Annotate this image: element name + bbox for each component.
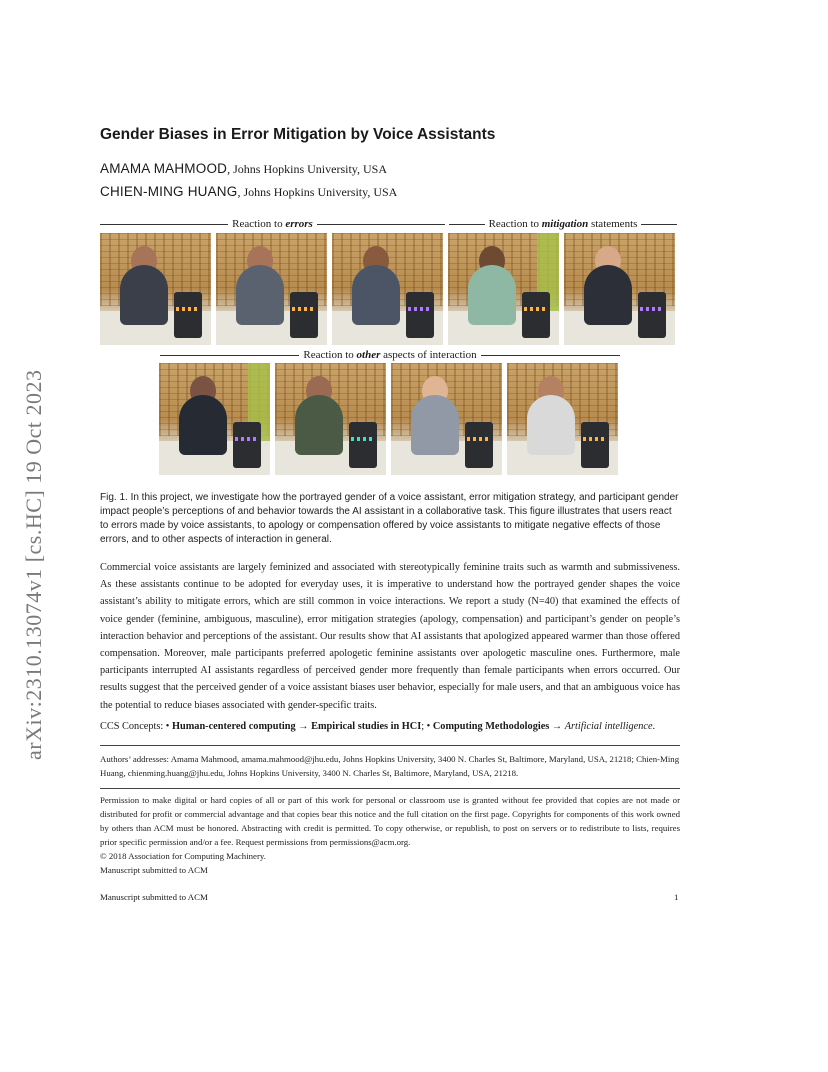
arxiv-identifier: arXiv:2310.13074v1 [cs.HC] 19 Oct 2023 [21, 369, 46, 760]
paper-title: Gender Biases in Error Mitigation by Voice Assistants [100, 126, 496, 143]
label-other [160, 349, 620, 361]
divider [100, 745, 680, 746]
figure-caption: Fig. 1. In this project, we investigate how the portrayed gender of a voice assistant, error mitigation strategy, and participant gender impact people’s perceptions of and behavior towards the AI assistant in a collaborative task. This figure illustrates that users react to errors made by voice assistants, to apology or compensation offered by voice assistants to mitigate negative effects of those errors, and to other aspects of interaction in general. [100, 492, 679, 545]
author-2 [100, 184, 397, 200]
label-mitigation-text: Reaction to mitigation statements [488, 218, 638, 230]
author-affiliation: , Johns Hopkins University, USA [227, 162, 388, 176]
manuscript-note: Manuscript submitted to ACM [100, 865, 208, 875]
figure-row-bottom [159, 363, 618, 475]
participant-photo [332, 233, 443, 345]
participant-photo [448, 233, 559, 345]
author-1 [100, 161, 387, 177]
abstract: Commercial voice assistants are largely feminized and associated with stereotypically feminine traits such as warmth and submissiveness. As these assistants continue to be adopted for everyday uses, it is imperative to understand how the portrayed gender shapes the voice assistant’s ability to mitigate errors, which are still common in voice interactions. We report a study (N=40) that examined the effects of voice gender (feminine, ambiguous, masculine), error mitigation strategies (apology, compensation) and participant’s gender on people’s interaction behavior and perceptions of the assistant. Our results show that AI assistants that apologized appeared warmer than those offered compensation. Moreover, male participants preferred apologetic feminine assistants over apologetic masculine ones. Furthermore, male participants interrupted AI assistants regardless of perceived gender more frequently than female participants when errors occurred. Our results suggest that the perceived gender of a voice assistant biases user behavior, especially for male users, and that an ambiguous voice has the potential to reduce biases associated with gender-specific traits. [100, 562, 680, 711]
participant-photo [275, 363, 386, 475]
figure-row-top [100, 233, 675, 345]
footer-left: Manuscript submitted to ACM [100, 892, 208, 902]
participant-photo [100, 233, 211, 345]
label-mitigation [449, 218, 677, 230]
author-name: CHIEN-MING HUANG [100, 184, 238, 199]
label-errors-text: Reaction to errors [232, 218, 313, 230]
copyright: © 2018 Association for Computing Machinery. [100, 851, 266, 861]
participant-photo [216, 233, 327, 345]
authors-addresses: Authors’ addresses: Amama Mahmood, amama.mahmood@jhu.edu, Johns Hopkins University, 3400 N. Charles St, Baltimore, Maryland, USA, 21218; Chien-Ming Huang, chienming.huang@jhu.edu, Johns Hopkins University, 3400 N. Charles St, Baltimore, Maryland, USA, 21218. [100, 754, 680, 778]
label-other-text: Reaction to other aspects of interaction [303, 349, 477, 361]
participant-photo [507, 363, 618, 475]
author-affiliation: , Johns Hopkins University, USA [237, 185, 398, 199]
divider [100, 788, 680, 789]
permission-notice: Permission to make digital or hard copies of all or part of this work for personal or classroom use is granted without fee provided that copies are not made or distributed for profit or commercial advantage and that copies bear this notice and the full citation on the first page. Copyrights for components of this work owned by others than ACM must be honored. Abstracting with credit is permitted. To copy otherwise, or republish, to post on servers or to redistribute to lists, requires prior specific permission and/or a fee. Request permissions from permissions@acm.org. © 2018 Association for Computing Machinery. Manuscript submitted to ACM [100, 795, 680, 875]
label-errors [100, 218, 445, 230]
participant-photo [391, 363, 502, 475]
participant-photo [159, 363, 270, 475]
author-name: AMAMA MAHMOOD [100, 161, 228, 176]
ccs-concepts: CCS Concepts: • Human-centered computing → Empirical studies in HCI; • Computing Methodologies → Artificial intelligence. [100, 721, 656, 732]
participant-photo [564, 233, 675, 345]
page-number: 1 [674, 892, 679, 902]
